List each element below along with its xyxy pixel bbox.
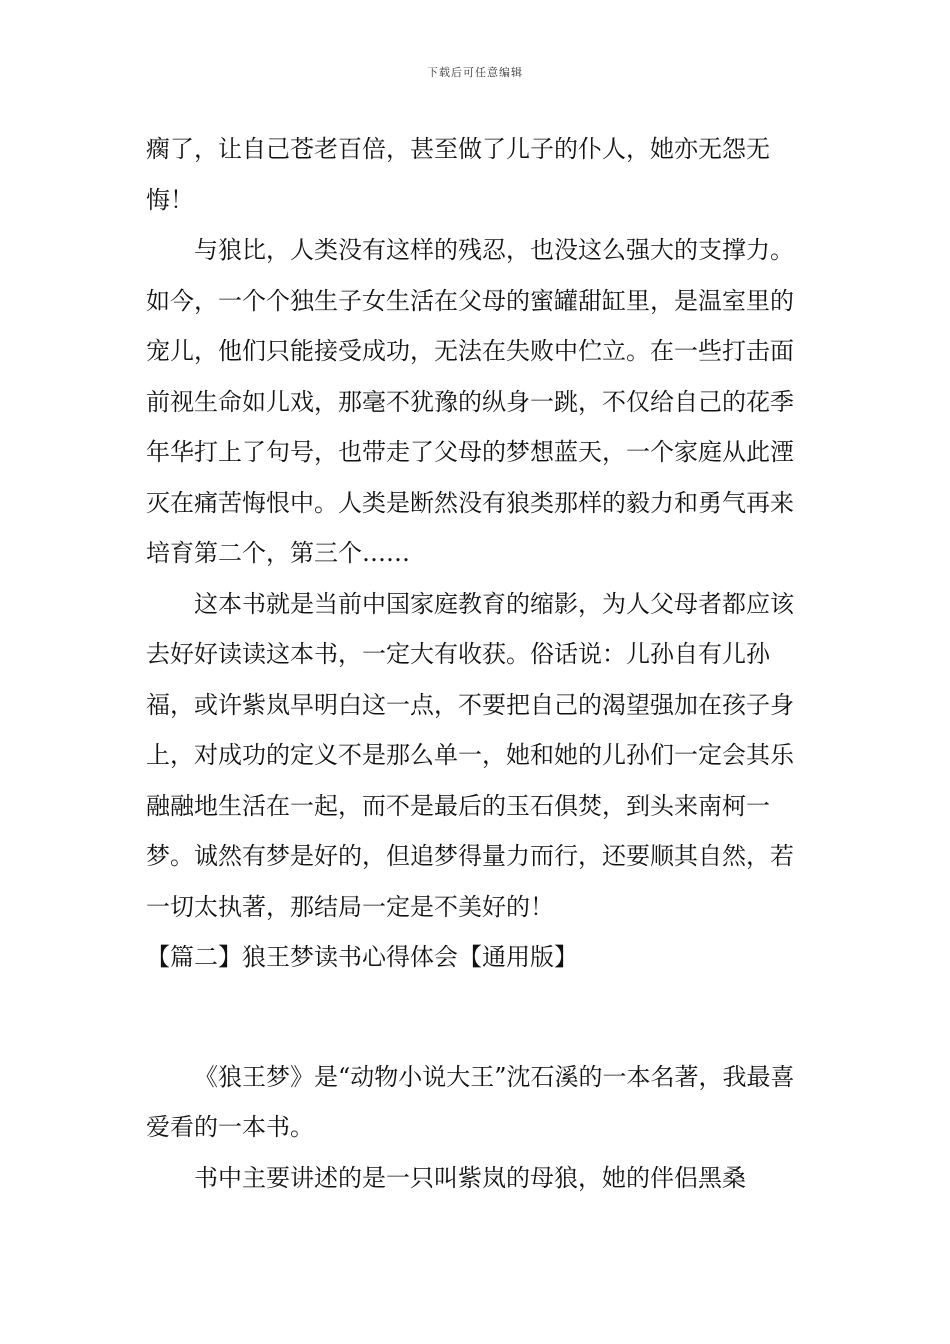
document-body [146,124,808,1203]
paragraph: 与狼比，人类没有这样的残忍，也没这么强大的支撑力。如今，一个个独生子女生活在父母的蜜罐甜缸里，是温室里的宠儿，他们只能接受成功，无法在失败中伫立。在一些打击面前视生命如儿戏，那毫不犹豫的纵身一跳，不仅给自己的花季年华打上了句号，也带走了父母的梦想蓝天，一个家庭从此湮灭在痛苦悔恨中。人类是断然没有狼类那样的毅力和勇气再来培育第二个，第三个…… [146,236,794,567]
paragraph: 瘸了，让自己苍老百倍，甚至做了儿子的仆人，她亦无怨无悔！ [146,135,770,214]
section-title: 【篇二】狼王梦读书心得体会【通用版】 [146,943,578,971]
paragraph: 这本书就是当前中国家庭教育的缩影，为人父母者都应该去好好读读这本书，一定大有收获。俗话说：儿孙自有儿孙福，或许紫岚早明白这一点，不要把自己的渴望强加在孩子身上，对成功的定义不是那么单一，她和她的儿孙们一定会其乐融融地生活在一起，而不是最后的玉石俱焚，到头来南柯一梦。诚然有梦是好的，但追梦得量力而行，还要顺其自然，若一切太执著，那结局一定是不美好的！ [146,589,794,921]
blank-line [146,983,808,1052]
paragraph: 《狼王梦》是“动物小说大王”沈石溪的一本名著，我最喜爱看的一本书。 [146,1062,795,1141]
paragraph: 书中主要讲述的是一只叫紫岚的母狼，她的伴侣黑桑 [194,1163,746,1192]
page-header: 下载后可任意编辑 [427,66,523,79]
